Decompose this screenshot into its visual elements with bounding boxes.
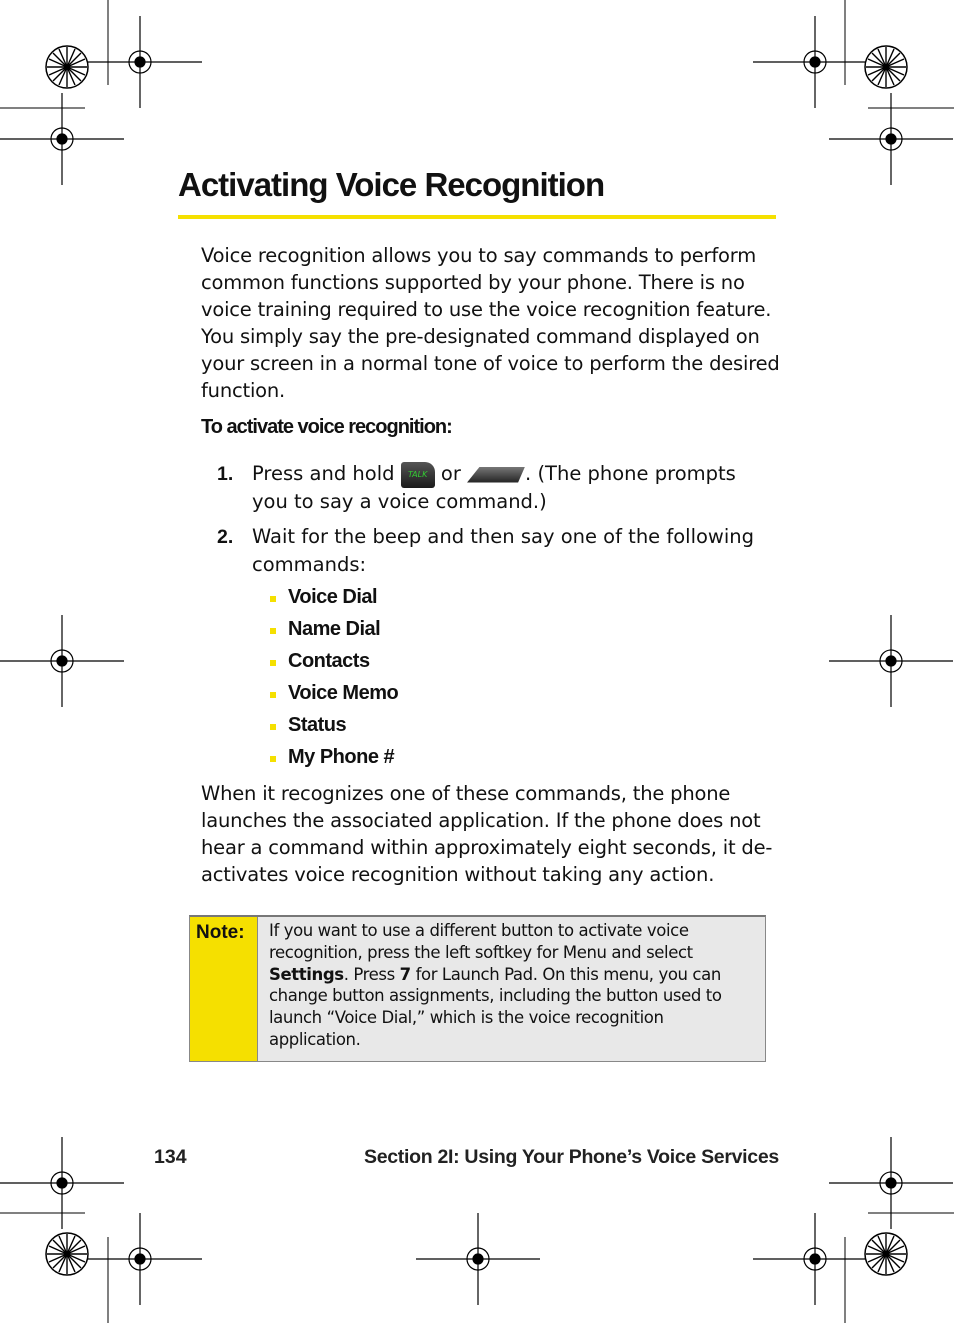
note-text-part: If you want to use a different button to activate voice recognition, press the left softkey for Menu and select: [269, 921, 693, 962]
step-text: or: [434, 462, 468, 485]
step-text-wrapper: [252, 460, 777, 516]
command-list: [268, 582, 398, 774]
list-item: [268, 678, 398, 710]
registration-mark-icon: [753, 1213, 877, 1305]
page-number: 134: [154, 1146, 187, 1168]
note-text-part: for Launch Pad. On this menu, you can change button assignments, including the button used to launch “Voice Dial,” which is the voice recognition application.: [269, 964, 722, 1049]
page-title: Activating Voice Recognition: [178, 166, 605, 203]
command-label: Voice Dial: [288, 586, 378, 608]
section-title: Section 2I: Using Your Phone’s Voice Services: [364, 1146, 779, 1168]
bullet-icon: [270, 628, 276, 634]
registration-mark-icon: [78, 1213, 202, 1305]
registration-mark-icon: [0, 93, 124, 185]
key-7-label: 7: [399, 964, 411, 984]
command-label: Status: [288, 714, 347, 736]
step-number: 1.: [217, 463, 234, 485]
list-item: [268, 710, 398, 742]
intro-paragraph: Voice recognition allows you to say commands to perform common functions supported by your phone. There is no voice training required to use the voice recognition feature. You simply say the pre-designated command displayed on your screen in a normal tone of voice to perform the desired function.: [201, 244, 780, 402]
list-item: [268, 582, 398, 614]
command-label: Name Dial: [288, 618, 381, 640]
registration-mark-icon: [753, 16, 877, 108]
subheading: To activate voice recognition:: [201, 416, 452, 438]
command-label: My Phone #: [288, 746, 395, 768]
note-text: [258, 917, 765, 1061]
note-text-part: . Press: [343, 964, 400, 984]
step-text: Press and hold: [252, 462, 401, 485]
registration-mark-icon: [78, 16, 202, 108]
voice-key-icon: [467, 467, 525, 483]
command-label: Contacts: [288, 650, 370, 672]
registration-mark-icon: [829, 615, 953, 707]
list-item: [268, 646, 398, 678]
bullet-icon: [270, 596, 276, 602]
step-2: [217, 523, 777, 579]
registration-mark-icon: [0, 615, 124, 707]
title-underline: [178, 215, 776, 219]
bullet-icon: [270, 756, 276, 762]
star-target-icon: [865, 1233, 907, 1275]
bullet-icon: [270, 692, 276, 698]
settings-label: Settings: [269, 964, 344, 984]
registration-mark-icon: [829, 1137, 953, 1229]
note-label: Note:: [190, 917, 258, 1061]
step-text: Wait for the beep and then say one of the following commands:: [252, 525, 755, 576]
note-box: [189, 915, 766, 1062]
list-item: [268, 742, 398, 774]
star-target-icon: [865, 46, 907, 88]
registration-mark-icon: [0, 1137, 124, 1229]
after-paragraph: When it recognizes one of these commands, the phone launches the associated application. If the phone does not hear a command within approximately eight seconds, it de-activates voice recognition without taking any action.: [201, 782, 773, 886]
command-label: Voice Memo: [288, 682, 399, 704]
registration-mark-icon: [829, 93, 953, 185]
talk-key-icon: TALK: [401, 462, 435, 488]
step-text: . (The phone prompts you to say a voice command.): [252, 462, 736, 513]
star-target-icon: [46, 1233, 88, 1275]
bullet-icon: [270, 724, 276, 730]
step-number: 2.: [217, 526, 234, 548]
list-item: [268, 614, 398, 646]
bullet-icon: [270, 660, 276, 666]
star-target-icon: [46, 46, 88, 88]
registration-mark-icon: [416, 1213, 540, 1305]
step-1: [217, 460, 777, 516]
